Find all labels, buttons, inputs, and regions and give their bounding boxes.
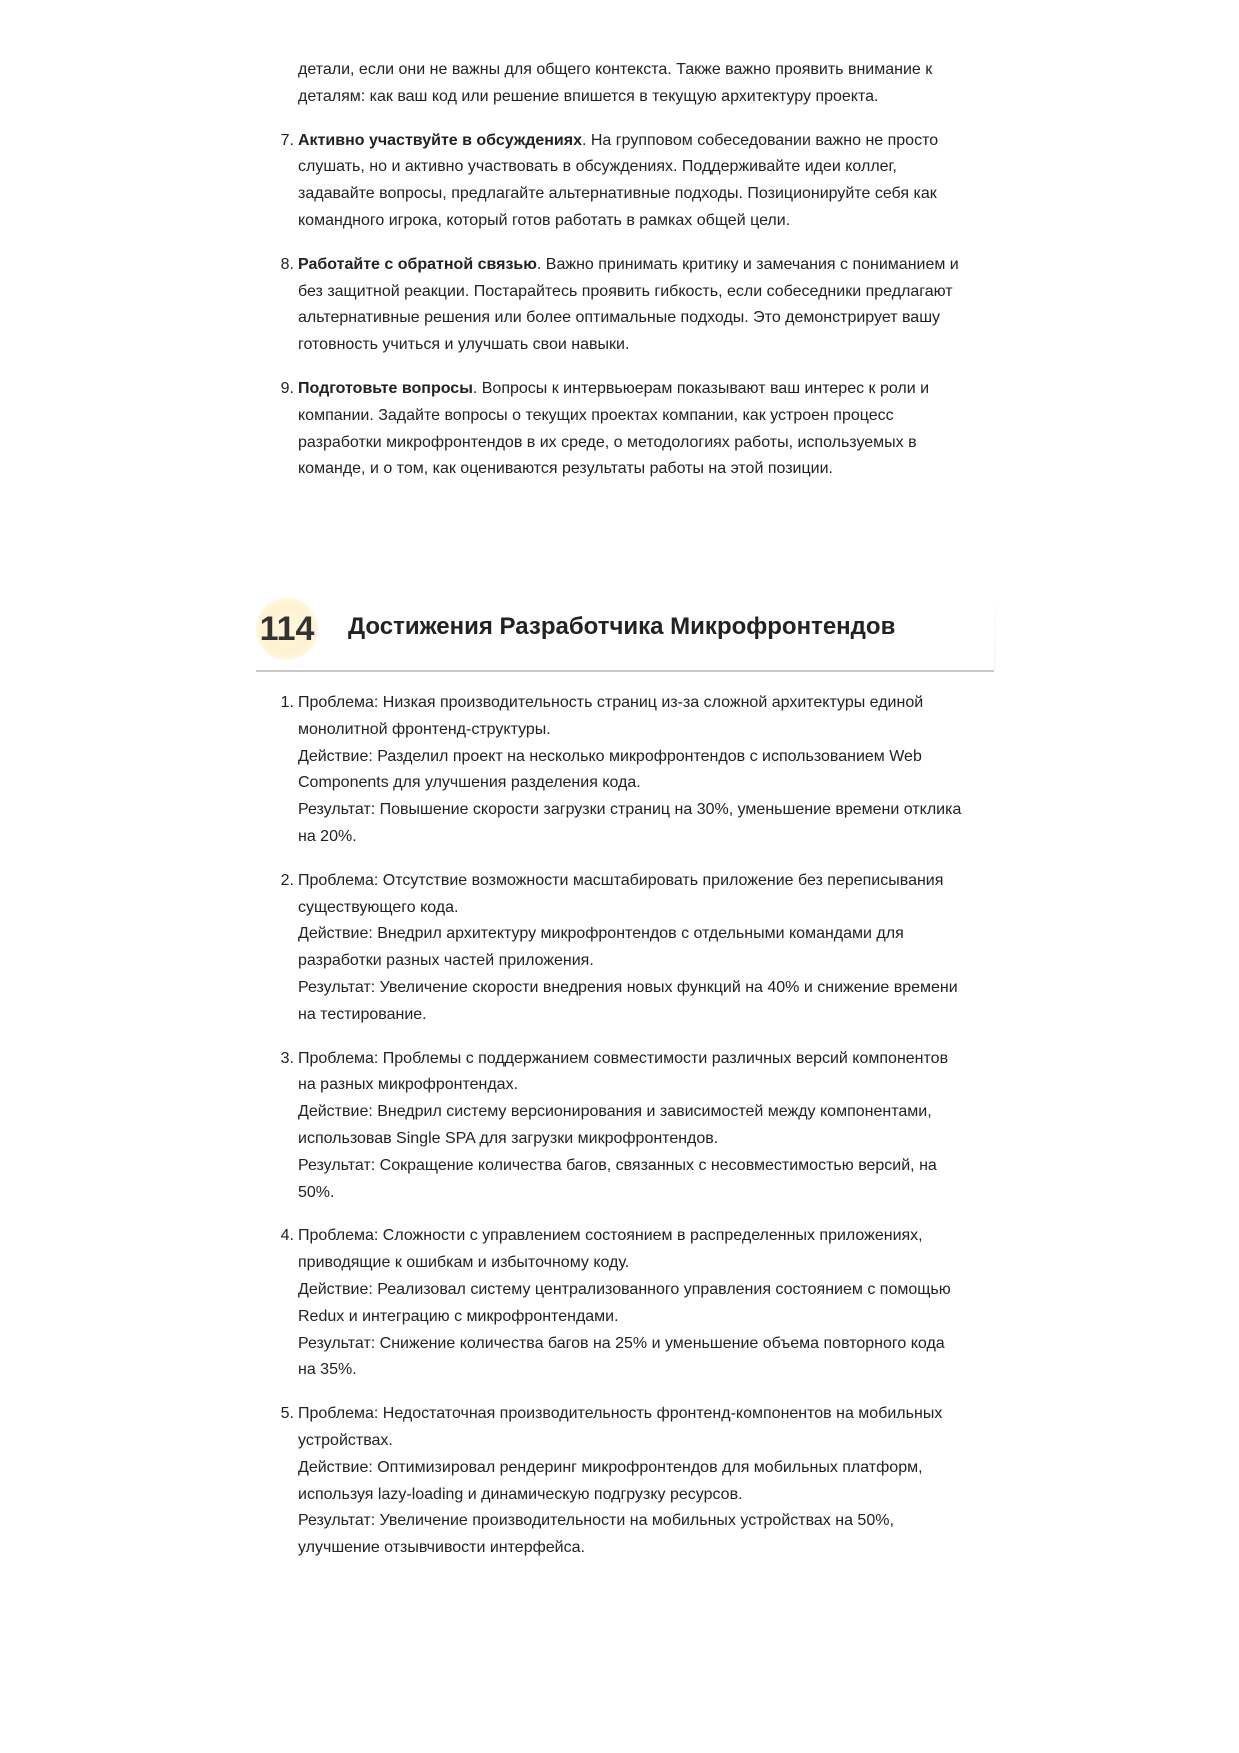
list-number: 8. <box>280 255 294 273</box>
text-line: командного игрока, который готов работать в рамках общей цели. <box>298 211 791 229</box>
tip-title: Подготовьте вопросы <box>298 379 473 397</box>
tip-title: Активно участвуйте в обсуждениях <box>298 131 582 149</box>
text-line: на тестирование. <box>298 1005 427 1023</box>
text-line: устройствах. <box>298 1431 393 1449</box>
text-line: деталям: как ваш код или решение впишется в текущую архитектуру проекта. <box>298 87 879 105</box>
text-line: улучшение отзывчивости интерфейса. <box>298 1539 585 1557</box>
tip-item <box>276 252 996 359</box>
text-line: Действие: Оптимизировал рендеринг микрофронтендов для мобильных платформ, <box>298 1458 923 1476</box>
text-line: Результат: Увеличение скорости внедрения новых функций на 40% и снижение времени <box>298 978 958 996</box>
text-line: используя lazy-loading и динамическую подгрузку ресурсов. <box>298 1485 743 1503</box>
achievement-item <box>276 1401 996 1562</box>
tip-item <box>276 376 996 483</box>
text-line: Результат: Повышение скорости загрузки страниц на 30%, уменьшение времени отклика <box>298 801 962 819</box>
list-number: 3. <box>280 1049 294 1067</box>
text-line: разработки микрофронтендов в их среде, о методологиях работы, используемых в <box>298 433 917 451</box>
text-line: . Вопросы к интервьюерам показывают ваш интерес к роли и <box>472 379 930 397</box>
list-number: 2. <box>280 871 294 889</box>
text-line: Проблема: Низкая производительность страниц из-за сложной архитектуры единой <box>298 694 924 711</box>
section-title: Достижения Разработчика Микрофронтендов <box>348 613 896 640</box>
text-line: на 20%. <box>298 827 357 845</box>
text-line: Результат: Снижение количества багов на 25% и уменьшение объема повторного кода <box>298 1334 945 1352</box>
text-line: детали, если они не важны для общего контекста. Также важно проявить внимание к <box>298 61 933 78</box>
text-line: Проблема: Недостаточная производительность фронтенд-компонентов на мобильных <box>298 1405 943 1423</box>
section-number-badge: 114 <box>256 598 318 660</box>
text-line: Действие: Внедрил архитектуру микрофронтендов с отдельными командами для <box>298 925 904 943</box>
text-line: Redux и интеграцию с микрофронтендами. <box>298 1307 619 1325</box>
text-line: Результат: Сокращение количества багов, связанных с несовместимостью версий, на <box>298 1156 937 1174</box>
text-line: монолитной фронтенд-структуры. <box>298 720 551 738</box>
text-line: Действие: Внедрил систему версионирования и зависимостей между компонентами, <box>298 1103 932 1121</box>
achievement-item <box>276 690 996 851</box>
text-line: . На групповом собеседовании важно не просто <box>581 131 939 149</box>
list-number: 1. <box>280 694 294 711</box>
list-number: 7. <box>280 131 294 149</box>
text-line: на разных микрофронтендах. <box>298 1076 519 1094</box>
text-line: на 35%. <box>298 1361 357 1379</box>
list-item-continuation <box>276 57 996 111</box>
text-line: компании. Задайте вопросы о текущих проектах компании, как устроен процесс <box>298 406 894 424</box>
text-line: . Важно принимать критику и замечания с пониманием и <box>536 255 959 273</box>
text-line: Проблема: Проблемы с поддержанием совместимости различных версий компонентов <box>298 1049 949 1067</box>
text-line: существующего кода. <box>298 898 459 916</box>
text-line: Действие: Реализовал систему централизованного управления состоянием с помощью <box>298 1280 951 1298</box>
text-line: слушать, но и активно участвовать в обсуждениях. Поддерживайте идеи коллег, <box>298 158 897 176</box>
text-line: Результат: Увеличение производительности на мобильных устройствах на 50%, <box>298 1512 894 1530</box>
text-line: использовав Single SPA для загрузки микрофронтендов. <box>298 1129 719 1147</box>
text-line: готовность учиться и улучшать свои навыки. <box>298 336 630 354</box>
list-number: 4. <box>280 1227 294 1245</box>
text-line: разработки разных частей приложения. <box>298 952 594 970</box>
tips-list <box>276 57 996 500</box>
list-number: 9. <box>280 379 294 397</box>
achievements-list <box>276 690 996 1579</box>
tip-title: Работайте с обратной связью <box>298 255 537 273</box>
text-line: Проблема: Отсутствие возможности масштабировать приложение без переписывания <box>298 871 944 889</box>
header-divider-shadow <box>994 596 996 670</box>
section-header <box>256 596 994 672</box>
text-line: альтернативные решения или более оптимальные подходы. Это демонстрирует вашу <box>298 309 941 327</box>
text-line: приводящие к ошибкам и избыточному коду. <box>298 1254 630 1272</box>
achievement-item <box>276 868 996 1029</box>
text-line: без защитной реакции. Постарайтесь проявить гибкость, если собеседники предлагают <box>298 282 953 300</box>
tip-item <box>276 128 996 235</box>
achievement-item <box>276 1223 996 1384</box>
text-line: Проблема: Сложности с управлением состоянием в распределенных приложениях, <box>298 1227 923 1245</box>
achievement-item <box>276 1046 996 1207</box>
text-line: Components для улучшения разделения кода. <box>298 774 641 792</box>
text-line: Действие: Разделил проект на несколько микрофронтендов с использованием Web <box>298 747 922 765</box>
text-line: задавайте вопросы, предлагайте альтернативные подходы. Позиционируйте себя как <box>298 185 937 203</box>
list-number: 5. <box>280 1405 294 1423</box>
text-line: 50%. <box>298 1183 335 1201</box>
text-line: команде, и о том, как оцениваются результаты работы на этой позиции. <box>298 460 833 478</box>
